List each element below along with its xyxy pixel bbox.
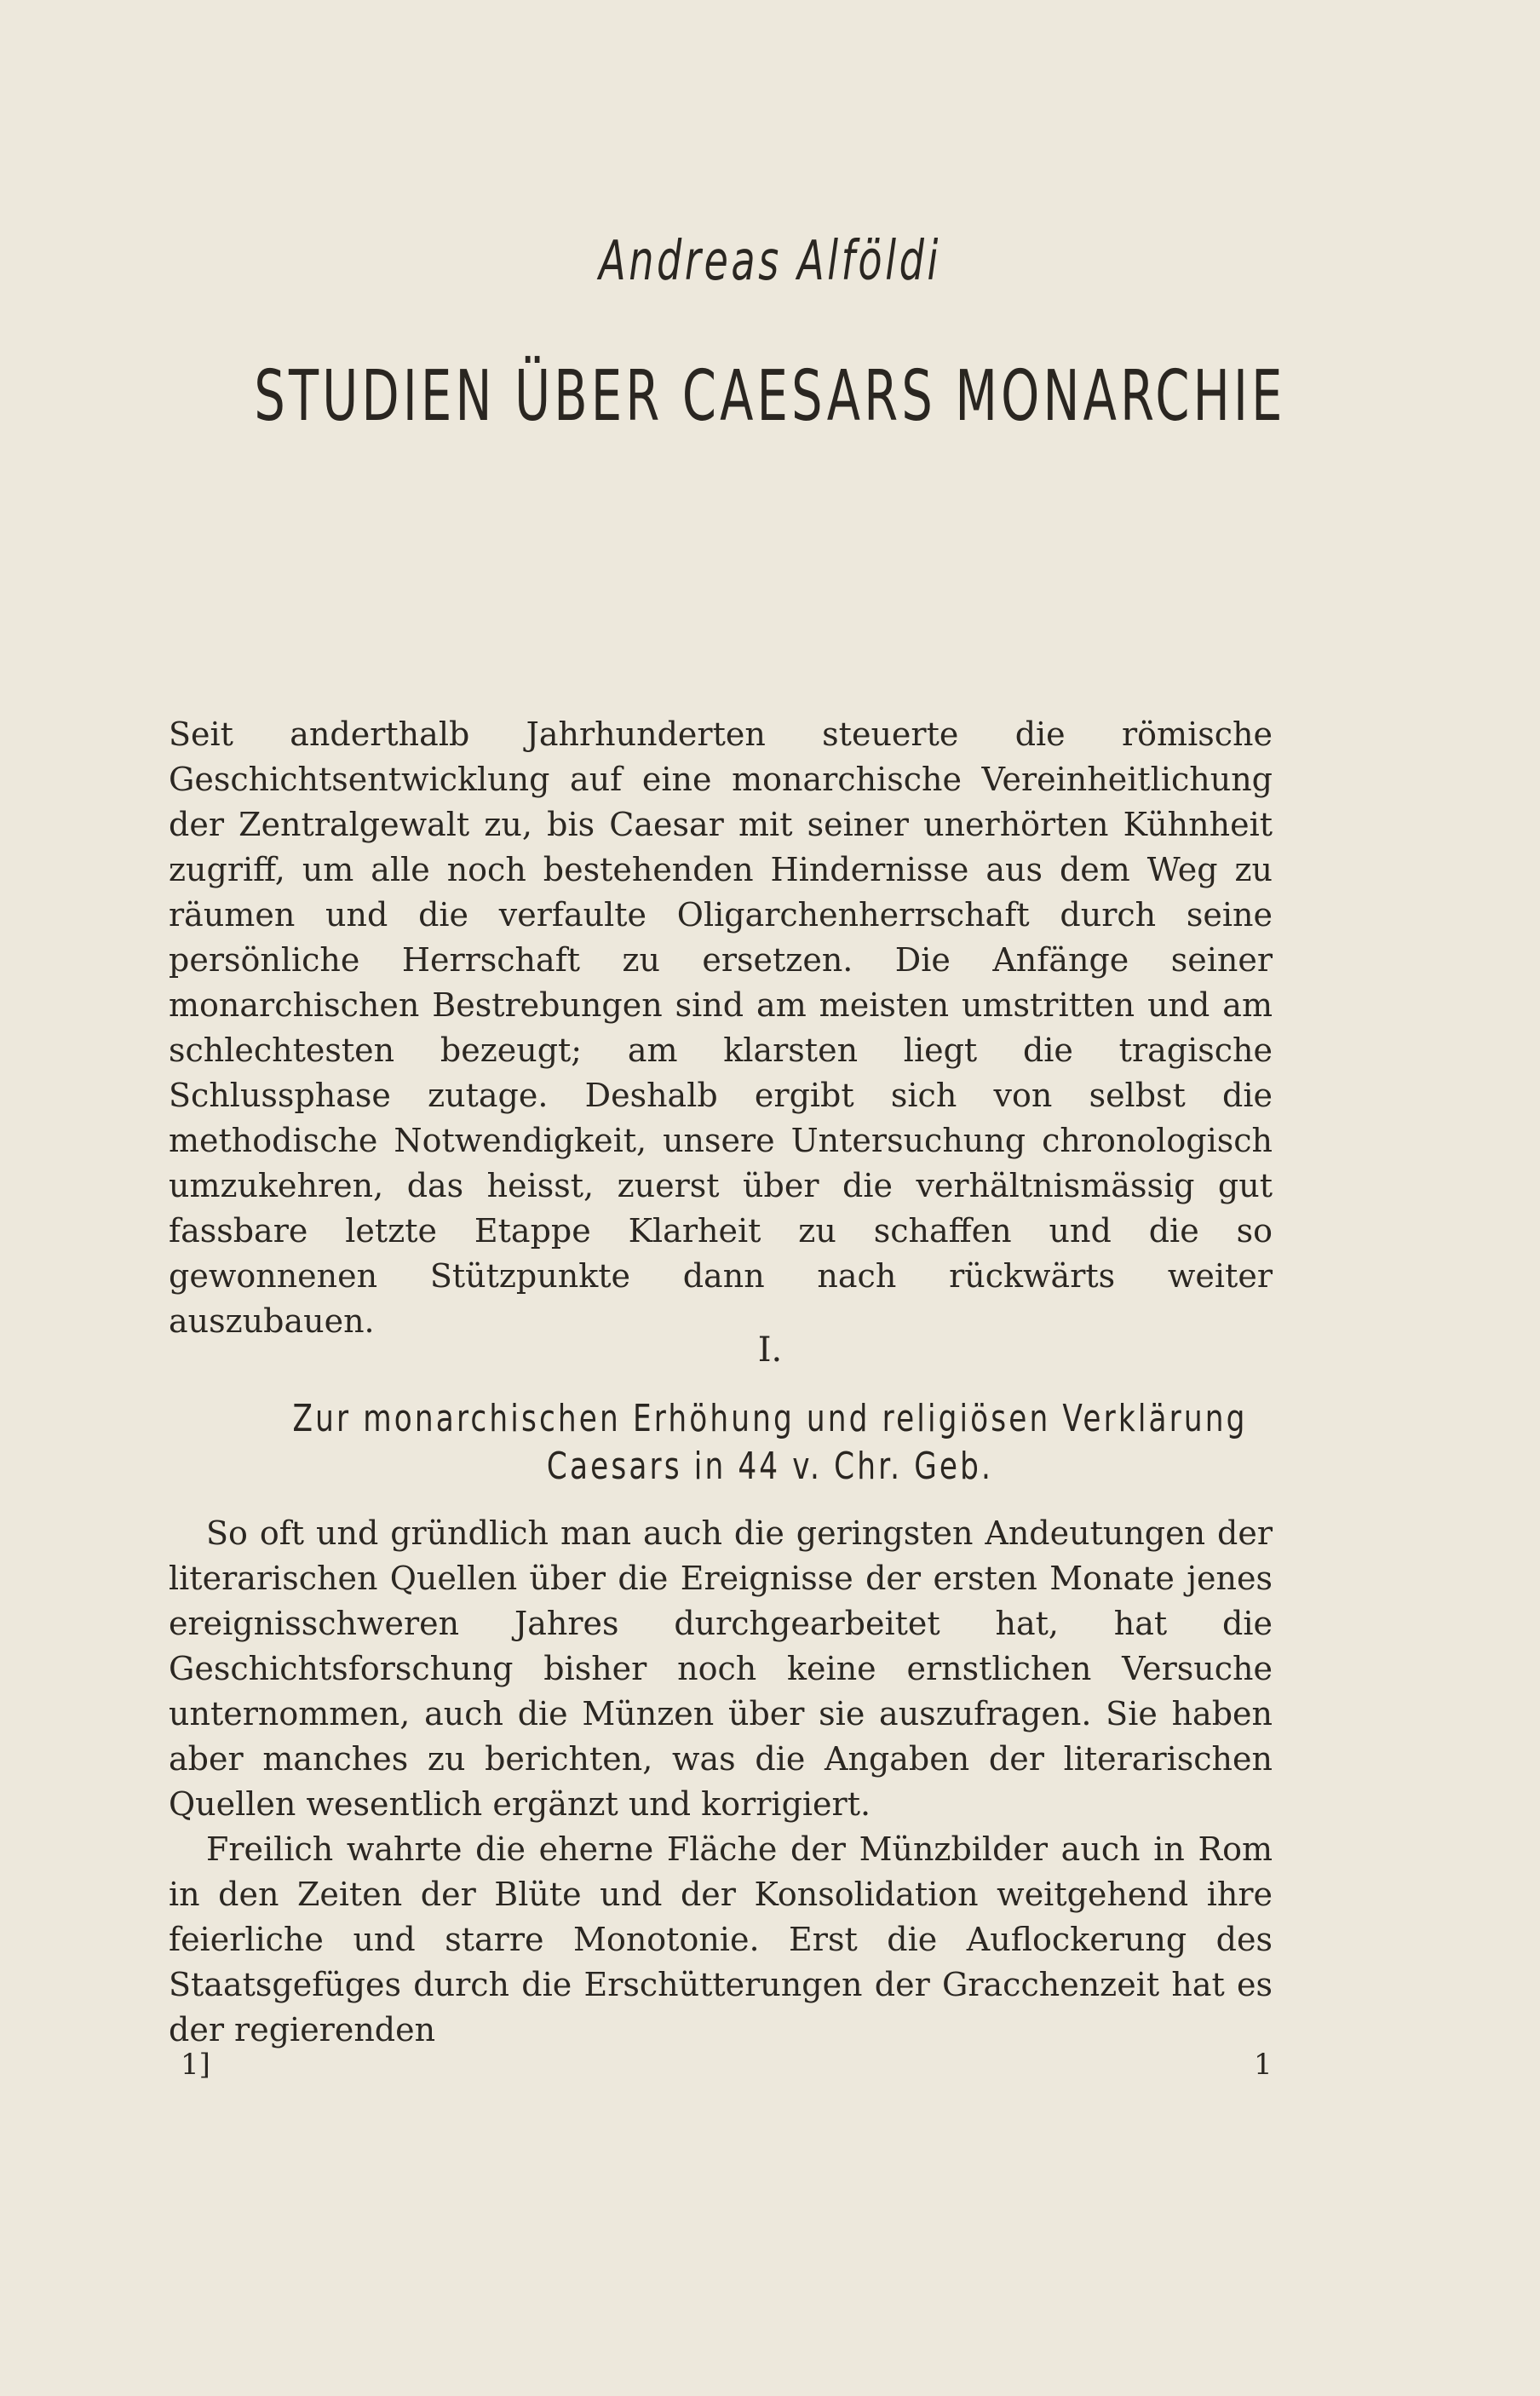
intro-block [169,712,1273,1344]
body-paragraph-1: So oft und gründlich man auch die geringsten Andeutungen der literarischen Quellen über die Ereignisse der ersten Monate jenes ereignisschweren Jahres durchgearbeitet hat, hat die Geschichtsforschung bisher noch keine ernstlichen Versuche unternommen, auch die Münzen über sie auszufragen. Sie haben aber manches zu berichten, was die Angaben der literarischen Quellen wesentlich ergänzt und korrigiert. [169,1514,1273,1823]
section-body [169,1511,1273,2053]
intro-paragraph: Seit anderthalb Jahrhunderten steuerte die römische Geschichtsentwicklung auf eine monarchische Vereinheitlichung der Zentralgewalt zu, bis Caesar mit seiner unerhörten Kühnheit zugriff, um alle noch bestehenden Hindernisse aus dem Weg zu räumen und die verfaulte Oligarchenherrschaft durch seine persönliche Herrschaft zu ersetzen. Die Anfänge seiner monarchischen Bestrebungen sind am meisten umstritten und am schlechtesten bezeugt; am klarsten liegt die tragische Schlussphase zutage. Deshalb ergibt sich von selbst die methodische Notwendigkeit, unsere Untersuchung chronologisch umzukehren, das heisst, zuerst über die verhältnismässig gut fassbare letzte Etappe Klarheit zu schaffen und die so gewonnenen Stützpunkte dann nach rückwärts weiter auszubauen. [169,715,1273,1340]
section-title-line-1: Zur monarchischen Erhöhung und religiösen Verklärung [292,1397,1248,1440]
page-number: 1 [1254,2048,1273,2082]
section-title [170,1395,1370,1491]
section-title-line-2: Caesars in 44 v. Chr. Geb. [546,1445,994,1488]
signature-mark: 1] [181,2048,210,2082]
body-paragraph-2: Freilich wahrte die eherne Fläche der Münzbilder auch in Rom in den Zeiten der Blüte und der Konsolidation weitgehend ihre feierliche und starre Monotonie. Erst die Auflockerung des Staatsgefüges durch die Erschütterungen der Gracchenzeit hat es der regierenden [169,1830,1273,2048]
section-number: I. [757,1330,783,1370]
article-title: STUDIEN ÜBER CAESARS MONARCHIE [254,356,1286,437]
author-name: Andreas Alföldi [599,230,941,293]
